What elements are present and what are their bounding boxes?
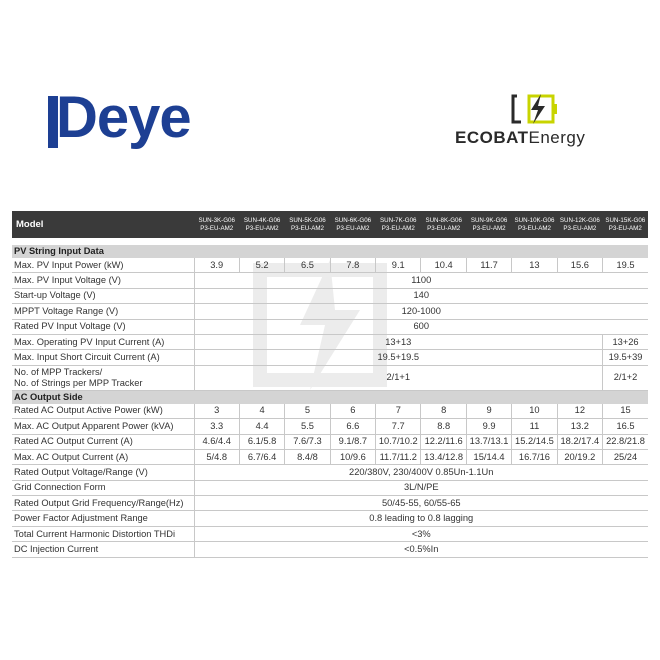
table-cell: 13.2 [557,419,602,434]
table-row [12,258,648,273]
table-cell: 13+13 [194,334,603,349]
table-cell: 3L/N/PE [194,480,648,495]
table-cell: 1100 [194,273,648,288]
row-label: Rated Output Voltage/Range (V) [12,465,194,480]
table-cell: 18.2/17.4 [557,434,602,449]
table-cell: 19.5+19.5 [194,350,603,365]
table-cell: 4.6/4.4 [194,434,239,449]
model-name: SUN-7K-G06 P3-EU-AM2 [376,211,421,238]
battery-bolt-icon [511,92,561,126]
table-cell: 15 [603,404,648,419]
table-row [12,480,648,495]
table-cell: 11.7/11.2 [376,449,421,464]
ecobat-logo-text: ECOBATEnergy [455,128,586,147]
table-row [12,434,648,449]
table-cell: 13.4/12.8 [421,449,466,464]
table-row [12,542,648,557]
table-cell: 16.5 [603,419,648,434]
table-header-row [12,211,648,238]
table-cell: 5.5 [285,419,330,434]
table-cell: 600 [194,319,648,334]
section-spacer [12,238,648,245]
row-label: Max. AC Output Current (A) [12,449,194,464]
row-label: Power Factor Adjustment Range [12,511,194,526]
table-cell: 19.5+39 [603,350,648,365]
table-row [12,365,648,390]
model-name: SUN-4K-G06 P3-EU-AM2 [239,211,284,238]
table-cell: 5/4.8 [194,449,239,464]
table-cell: 2/1+1 [194,365,603,390]
table-cell: 50/45-55, 60/55-65 [194,496,648,511]
table-cell: 15.6 [557,258,602,273]
table-cell: 10/9.6 [330,449,375,464]
table-cell: 8.4/8 [285,449,330,464]
table-cell: 7 [376,404,421,419]
table-cell: 0.8 leading to 0.8 lagging [194,511,648,526]
table-row [12,496,648,511]
table-cell: 3.9 [194,258,239,273]
row-label: Rated AC Output Active Power (kW) [12,404,194,419]
table-cell: 6 [330,404,375,419]
table-cell: 25/24 [603,449,648,464]
row-label: MPPT Voltage Range (V) [12,304,194,319]
table-cell: 10.7/10.2 [376,434,421,449]
table-cell: 10 [512,404,557,419]
table-cell: 2/1+2 [603,365,648,390]
table-row [12,465,648,480]
table-cell: 8 [421,404,466,419]
table-cell: 7.7 [376,419,421,434]
row-label: Rated Output Grid Frequency/Range(Hz) [12,496,194,511]
row-label: Grid Connection Form [12,480,194,495]
section-header [12,245,648,258]
table-cell: 6.5 [285,258,330,273]
table-cell: 15/14.4 [466,449,511,464]
table-cell: 7.6/7.3 [285,434,330,449]
section-title: AC Output Side [12,390,648,404]
table-row [12,334,648,349]
table-cell: 140 [194,288,648,303]
table-row [12,511,648,526]
table-cell: 7.8 [330,258,375,273]
table-cell: 12 [557,404,602,419]
row-label: No. of MPP Trackers/ No. of Strings per MPP Tracker [12,365,194,390]
table-cell: 11.7 [466,258,511,273]
model-name: SUN-12K-G06 P3-EU-AM2 [557,211,602,238]
row-label: Max. AC Output Apparent Power (kVA) [12,419,194,434]
table-row [12,526,648,541]
row-label: Max. PV Input Power (kW) [12,258,194,273]
table-cell: 15.2/14.5 [512,434,557,449]
row-label: Max. Operating PV Input Current (A) [12,334,194,349]
table-row [12,288,648,303]
model-name: SUN-3K-G06 P3-EU-AM2 [194,211,239,238]
table-row [12,273,648,288]
table-cell: 4 [239,404,284,419]
table-cell: 120-1000 [194,304,648,319]
table-cell: <3% [194,526,648,541]
table-cell: 20/19.2 [557,449,602,464]
table-cell: 13.7/13.1 [466,434,511,449]
table-row [12,419,648,434]
table-cell: 9 [466,404,511,419]
table-cell: 9.1/8.7 [330,434,375,449]
table-cell: 9.9 [466,419,511,434]
table-cell: 13 [512,258,557,273]
table-cell: 19.5 [603,258,648,273]
table-cell: 6.6 [330,419,375,434]
table-cell: 12.2/11.6 [421,434,466,449]
deye-logo [48,86,208,156]
row-label: Max. Input Short Circuit Current (A) [12,350,194,365]
table-row [12,304,648,319]
table-cell: 9.1 [376,258,421,273]
table-cell: 3.3 [194,419,239,434]
row-label: Total Current Harmonic Distortion THDi [12,526,194,541]
table-cell: 8.8 [421,419,466,434]
row-label: Start-up Voltage (V) [12,288,194,303]
table-cell: 5 [285,404,330,419]
row-label: Rated AC Output Current (A) [12,434,194,449]
model-name: SUN-10K-G06 P3-EU-AM2 [512,211,557,238]
table-row [12,404,648,419]
table-row [12,449,648,464]
table-cell: 11 [512,419,557,434]
model-name: SUN-5K-G06 P3-EU-AM2 [285,211,330,238]
table-cell: 5.2 [239,258,284,273]
model-name: SUN-6K-G06 P3-EU-AM2 [330,211,375,238]
table-cell: 13+26 [603,334,648,349]
table-row [12,319,648,334]
table-cell: 220/380V, 230/400V 0.85Un-1.1Un [194,465,648,480]
row-label: Rated PV Input Voltage (V) [12,319,194,334]
model-name: SUN-8K-G06 P3-EU-AM2 [421,211,466,238]
ecobat-logo [455,92,625,152]
model-name: SUN-9K-G06 P3-EU-AM2 [466,211,511,238]
table-cell: 6.1/5.8 [239,434,284,449]
table-row [12,350,648,365]
table-cell: 16.7/16 [512,449,557,464]
table-cell: 6.7/6.4 [239,449,284,464]
spec-table [12,211,648,558]
table-cell: 3 [194,404,239,419]
table-cell: 4.4 [239,419,284,434]
row-label: DC Injection Current [12,542,194,557]
model-header: Model [12,211,194,238]
table-cell: 22.8/21.8 [603,434,648,449]
deye-logo-text: Deye [56,85,191,150]
section-header [12,390,648,404]
model-name: SUN-15K-G06 P3-EU-AM2 [603,211,648,238]
table-cell: <0.5%In [194,542,648,557]
section-title: PV String Input Data [12,245,648,258]
table-cell: 10.4 [421,258,466,273]
row-label: Max. PV Input Voltage (V) [12,273,194,288]
